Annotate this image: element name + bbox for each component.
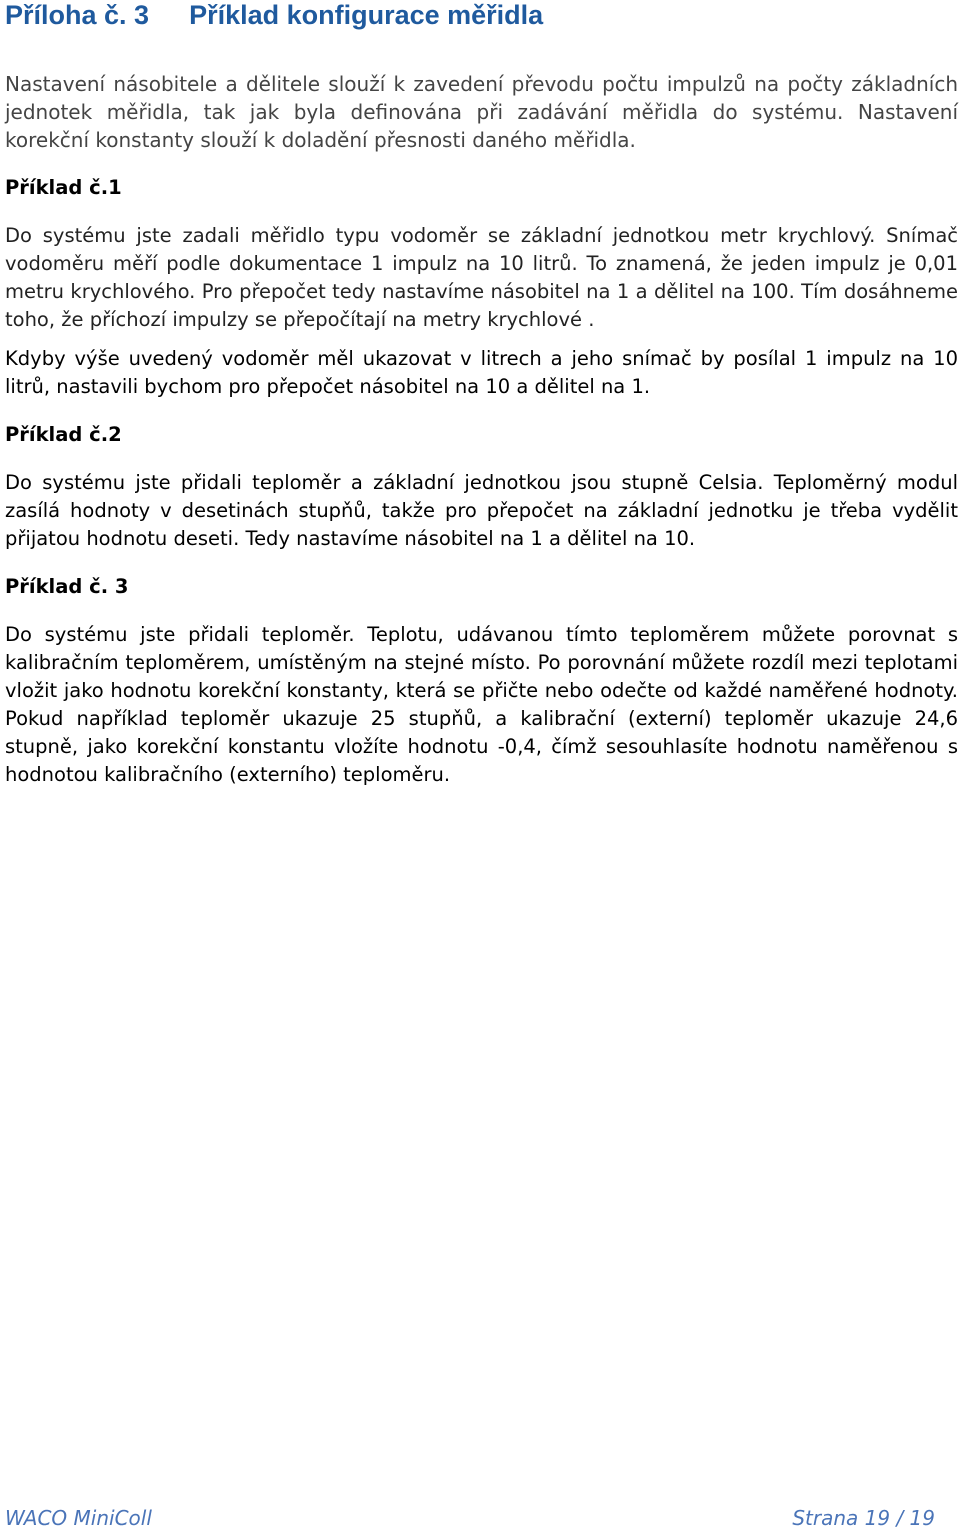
example-3-heading: Příklad č. 3 bbox=[5, 575, 129, 598]
example-2-heading: Příklad č.2 bbox=[5, 423, 122, 446]
example-2 bbox=[5, 421, 958, 553]
page-title bbox=[5, 0, 958, 32]
example-3 bbox=[5, 573, 958, 789]
footer-page-number: Strana 19 / 19 bbox=[792, 1506, 935, 1530]
appendix-number: Příloha č. 3 bbox=[5, 0, 150, 30]
footer-product-name: WACO MiniColl bbox=[5, 1506, 152, 1530]
document-page bbox=[5, 0, 958, 789]
page-footer bbox=[5, 1504, 935, 1532]
example-3-paragraph-1: Do systému jste přidali teploměr. Teplotu, udávanou tímto teploměrem můžete porovnat s kalibračním teploměrem, umístěným na stejné místo. Po porovnání můžete rozdíl mezi teplotami vložit jako hodnotu korekční konstanty, která se přičte nebo odečte od každé naměřené hodnoty. Pokud například teploměr ukazuje 25 stupňů, a kalibrační (externí) teploměr ukazuje 24,6 stupně, jako korekční konstantu vložíte hodnotu -0,4, čímž sesouhlasíte hodnotu naměřenou s hodnotou kalibračního (externího) teploměru. bbox=[5, 623, 958, 786]
intro-paragraph: Nastavení násobitele a dělitele slouží k zavedení převodu počtu impulzů na počty základních jednotek měřidla, tak jak byla definována při zadávání měřidla do systému. Nastavení korekční konstanty slouží k doladění přesnosti daného měřidla. bbox=[5, 72, 958, 152]
example-1 bbox=[5, 174, 958, 401]
example-1-paragraph-2: Kdyby výše uvedený vodoměr měl ukazovat v litrech a jeho snímač by posílal 1 impulz na 10 litrů, nastavili bychom pro přepočet násobitel na 10 a dělitel na 1. bbox=[5, 347, 958, 398]
example-1-paragraph-1: Do systému jste zadali měřidlo typu vodoměr se základní jednotkou metr krychlový. Snímač vodoměru měří podle dokumentace 1 impulz na 10 litrů. To znamená, že jeden impulz je 0,01 metru krychlového. Pro přepočet tedy nastavíme násobitel na 1 a dělitel na 100. Tím dosáhneme toho, že příchozí impulzy se přepočítají na metry krychlové . bbox=[5, 224, 958, 331]
appendix-title: Příklad konfigurace měřidla bbox=[189, 0, 544, 30]
example-2-paragraph-1: Do systému jste přidali teploměr a základní jednotkou jsou stupně Celsia. Teploměrný modul zasílá hodnoty v desetinách stupňů, takže pro přepočet na základní jednotku je třeba vydělit přijatou hodnotu deseti. Tedy nastavíme násobitel na 1 a dělitel na 10. bbox=[5, 471, 958, 550]
example-1-heading: Příklad č.1 bbox=[5, 176, 122, 199]
